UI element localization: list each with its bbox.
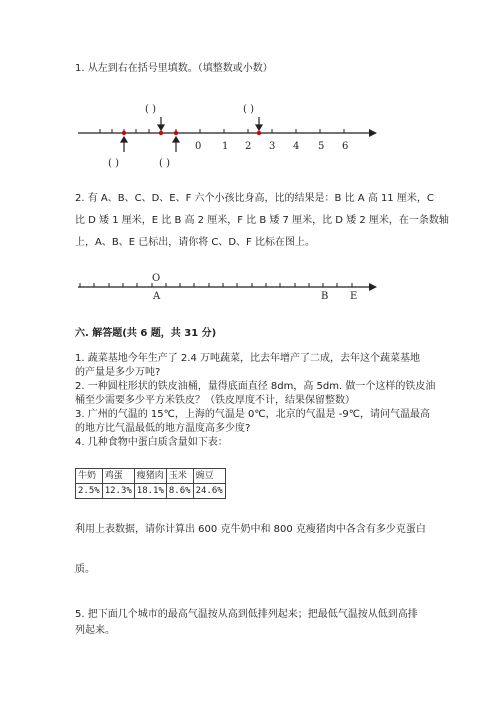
point-e-label: E <box>350 291 358 302</box>
table-header-cell: 豌豆 <box>193 469 225 484</box>
point-b-label: B <box>321 291 329 302</box>
tick-label-1: 1 <box>222 141 229 152</box>
table-cell: 18.1% <box>134 484 166 499</box>
top-bracket-2[interactable]: ( ) <box>243 104 254 115</box>
table-row <box>76 484 226 499</box>
problem-5-line-2: 列起来。 <box>75 625 115 636</box>
question-2-line-1: 2. 有 A、B、C、D、E、F 六个小孩比身高，比的结果是：B 比 A 高 11 厘米，C <box>75 193 434 204</box>
top-bracket-1[interactable]: ( ) <box>145 104 156 115</box>
table-cell: 12.3% <box>102 484 134 499</box>
problem-5-line-1: 5. 把下面几个城市的最高气温按从高到低排列起来；把最低气温按从低到高排 <box>75 609 418 620</box>
tick-label-3: 3 <box>269 141 276 152</box>
table-header-cell: 玉米 <box>166 469 193 484</box>
tick-label-0: 0 <box>195 141 202 152</box>
table-cell: 8.6% <box>166 484 193 499</box>
point-a-label: A <box>153 291 161 302</box>
problem-3-line-1: 3. 广州的气温的 15℃，上海的气温是 0℃，北京的气温是 -9℃，请问气温最高 <box>75 409 431 420</box>
problem-4-after-line-1: 利用上表数据，请你计算出 600 克牛奶中和 800 克瘦猪肉中各含有多少克蛋白 <box>75 524 426 535</box>
protein-table <box>75 468 226 499</box>
question-2-line-3: 上，A、B、E 已标出，请你将 C、D、F 比标在图上。 <box>75 237 315 248</box>
table-header-cell: 牛奶 <box>76 469 103 484</box>
table-cell: 24.6% <box>193 484 225 499</box>
bottom-bracket-2[interactable]: ( ) <box>159 158 170 169</box>
question-2-line-2: 比 D 矮 1 厘米，E 比 B 高 2 厘米，F 比 B 矮 7 厘米，比 D 矮 2 厘米，在一条数轴 <box>75 215 449 226</box>
table-header-cell: 鸡蛋 <box>102 469 134 484</box>
problem-4-after-line-2: 质。 <box>75 564 95 575</box>
table-header-row <box>76 469 226 484</box>
question-1-text: 1. 从左到右在括号里填数。（填整数或小数） <box>75 63 273 74</box>
section-6-title: 六. 解答题(共 6 题，共 31 分) <box>75 328 217 339</box>
table-cell: 2.5% <box>76 484 103 499</box>
bottom-bracket-1[interactable]: ( ) <box>108 158 119 169</box>
problem-1-line-1: 1. 蔬菜基地今年生产了 2.4 万吨蔬菜，比去年增产了二成，去年这个蔬菜基地 <box>75 353 420 364</box>
tick-label-4: 4 <box>293 141 300 152</box>
problem-2-line-2: 桶至少需要多少平方米铁皮？（铁皮厚度不计，结果保留整数） <box>75 395 355 406</box>
problem-3-line-2: 的地方比气温最低的地方温度高多少度? <box>75 423 251 434</box>
problem-4-line-1: 4. 几种食物中蛋白质含量如下表： <box>75 437 228 448</box>
tick-label-5: 5 <box>318 141 325 152</box>
tick-label-2: 2 <box>245 141 252 152</box>
tick-label-6: 6 <box>342 141 349 152</box>
problem-2-line-1: 2. 一种圆柱形状的铁皮油桶，量得底面直径 8dm，高 5dm. 做一个这样的铁皮油 <box>75 381 436 392</box>
table-header-cell: 瘦猪肉 <box>134 469 166 484</box>
origin-label: O <box>152 273 161 284</box>
problem-1-line-2: 的产量是多少万吨? <box>75 367 161 378</box>
